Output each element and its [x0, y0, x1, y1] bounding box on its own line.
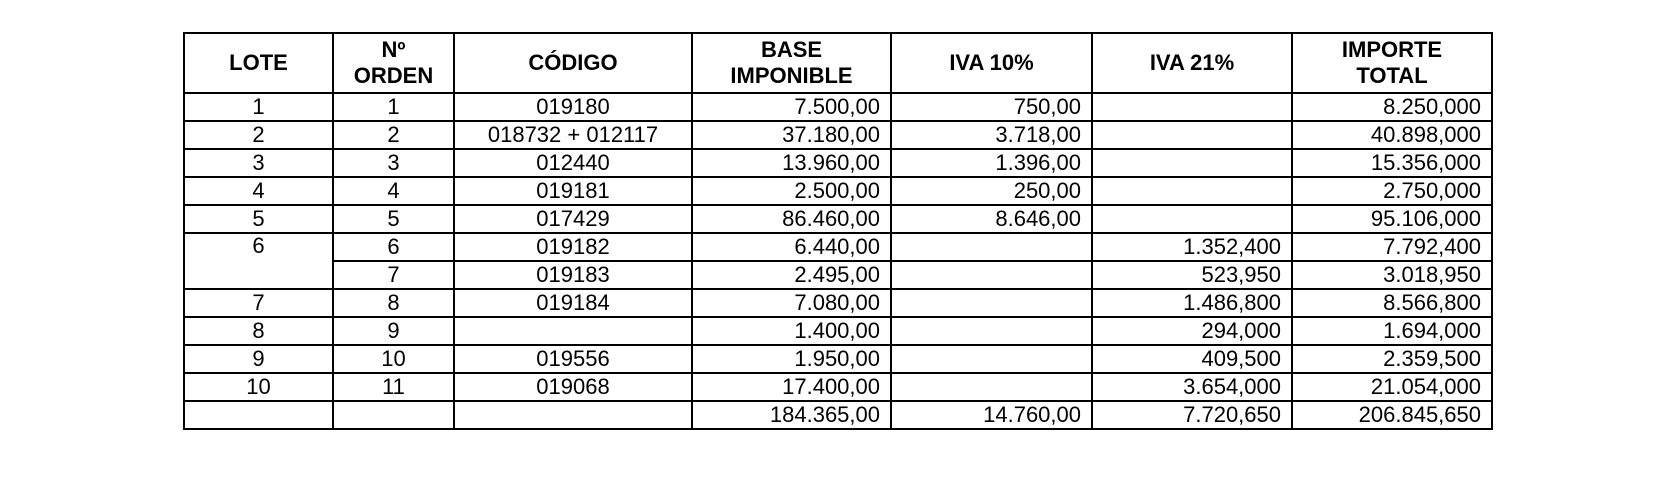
total-cell-lote	[184, 401, 333, 429]
cell-lote: 1	[184, 93, 333, 121]
cell-iva10: 750,00	[891, 93, 1092, 121]
cell-lote: 10	[184, 373, 333, 401]
header-orden-label-2: ORDEN	[353, 63, 434, 88]
cell-codigo: 019183	[454, 261, 692, 289]
cell-codigo: 012440	[454, 149, 692, 177]
cell-iva10	[891, 289, 1092, 317]
header-iva10-label: IVA 10%	[949, 50, 1034, 75]
cell-codigo: 019182	[454, 233, 692, 261]
header-iva21	[1092, 33, 1292, 93]
cell-total: 40.898,000	[1292, 121, 1492, 149]
table-row	[184, 233, 1492, 261]
total-cell-orden	[333, 401, 454, 429]
table-row	[184, 373, 1492, 401]
table-row	[184, 317, 1492, 345]
table-row	[184, 205, 1492, 233]
cell-iva21	[1092, 93, 1292, 121]
cell-orden: 9	[333, 317, 454, 345]
cell-lote: 3	[184, 149, 333, 177]
cell-iva10	[891, 345, 1092, 373]
cell-total: 1.694,000	[1292, 317, 1492, 345]
header-lote-label: LOTE	[229, 50, 288, 75]
table-row	[184, 93, 1492, 121]
cell-iva21: 1.486,800	[1092, 289, 1292, 317]
cell-iva10: 1.396,00	[891, 149, 1092, 177]
header-orden-label-1: Nº	[381, 37, 406, 62]
total-iva10: 14.760,00	[891, 401, 1092, 429]
cell-total: 8.250,000	[1292, 93, 1492, 121]
header-row	[184, 33, 1492, 93]
cell-lote: 6	[184, 233, 333, 289]
header-importe-label-2: TOTAL	[1356, 63, 1428, 88]
cell-total: 95.106,000	[1292, 205, 1492, 233]
cell-total: 3.018,950	[1292, 261, 1492, 289]
table-row	[184, 289, 1492, 317]
cell-total: 15.356,000	[1292, 149, 1492, 177]
header-codigo-label: CÓDIGO	[528, 50, 618, 75]
cell-base: 1.950,00	[692, 345, 891, 373]
cell-lote: 4	[184, 177, 333, 205]
header-codigo	[454, 33, 692, 93]
cell-iva21	[1092, 177, 1292, 205]
cell-iva10	[891, 261, 1092, 289]
cell-orden: 3	[333, 149, 454, 177]
cell-iva21: 1.352,400	[1092, 233, 1292, 261]
header-orden	[333, 33, 454, 93]
cell-iva10: 250,00	[891, 177, 1092, 205]
total-importe: 206.845,650	[1292, 401, 1492, 429]
table-row	[184, 149, 1492, 177]
cell-total: 2.359,500	[1292, 345, 1492, 373]
total-iva21: 7.720,650	[1092, 401, 1292, 429]
cell-iva21: 409,500	[1092, 345, 1292, 373]
cell-orden: 7	[333, 261, 454, 289]
cell-orden: 2	[333, 121, 454, 149]
cell-codigo: 019180	[454, 93, 692, 121]
cell-codigo: 019556	[454, 345, 692, 373]
cell-codigo: 017429	[454, 205, 692, 233]
cell-base: 17.400,00	[692, 373, 891, 401]
cell-iva21: 523,950	[1092, 261, 1292, 289]
cell-lote: 9	[184, 345, 333, 373]
table-row	[184, 261, 1492, 289]
cell-iva10	[891, 317, 1092, 345]
cell-base: 7.080,00	[692, 289, 891, 317]
header-base	[692, 33, 891, 93]
cell-codigo: 019184	[454, 289, 692, 317]
cell-base: 6.440,00	[692, 233, 891, 261]
cell-iva21	[1092, 205, 1292, 233]
cell-base: 7.500,00	[692, 93, 891, 121]
header-iva21-label: IVA 21%	[1149, 50, 1235, 75]
table-row	[184, 345, 1492, 373]
cell-orden: 4	[333, 177, 454, 205]
cell-iva10	[891, 233, 1092, 261]
cell-base: 37.180,00	[692, 121, 891, 149]
cell-lote: 2	[184, 121, 333, 149]
cell-total: 21.054,000	[1292, 373, 1492, 401]
cell-codigo	[454, 317, 692, 345]
cell-codigo: 018732 + 012117	[454, 121, 692, 149]
header-iva10	[891, 33, 1092, 93]
cell-base: 1.400,00	[692, 317, 891, 345]
cell-lote: 7	[184, 289, 333, 317]
cell-orden: 6	[333, 233, 454, 261]
cell-codigo: 019068	[454, 373, 692, 401]
cell-orden: 5	[333, 205, 454, 233]
header-base-label-1: BASE	[760, 37, 823, 62]
table-row	[184, 121, 1492, 149]
cell-iva10: 3.718,00	[891, 121, 1092, 149]
cell-iva21: 3.654,000	[1092, 373, 1292, 401]
cell-total: 7.792,400	[1292, 233, 1492, 261]
cell-orden: 10	[333, 345, 454, 373]
cell-codigo: 019181	[454, 177, 692, 205]
cell-lote: 5	[184, 205, 333, 233]
cell-iva21: 294,000	[1092, 317, 1292, 345]
total-cell-codigo	[454, 401, 692, 429]
cell-iva21	[1092, 121, 1292, 149]
header-lote	[184, 33, 333, 93]
totals-row	[184, 401, 1492, 429]
cell-total: 2.750,000	[1292, 177, 1492, 205]
table-row	[184, 177, 1492, 205]
header-importe-label-1: IMPORTE	[1341, 37, 1443, 62]
header-importe	[1292, 33, 1492, 93]
total-base: 184.365,00	[692, 401, 891, 429]
lotes-table	[183, 32, 1493, 430]
cell-orden: 8	[333, 289, 454, 317]
cell-base: 86.460,00	[692, 205, 891, 233]
cell-base: 2.495,00	[692, 261, 891, 289]
cell-base: 13.960,00	[692, 149, 891, 177]
cell-iva10	[891, 373, 1092, 401]
cell-lote: 8	[184, 317, 333, 345]
header-base-label-2: IMPONIBLE	[730, 63, 853, 88]
cell-orden: 1	[333, 93, 454, 121]
cell-iva21	[1092, 149, 1292, 177]
cell-iva10: 8.646,00	[891, 205, 1092, 233]
cell-orden: 11	[333, 373, 454, 401]
cell-total: 8.566,800	[1292, 289, 1492, 317]
cell-base: 2.500,00	[692, 177, 891, 205]
